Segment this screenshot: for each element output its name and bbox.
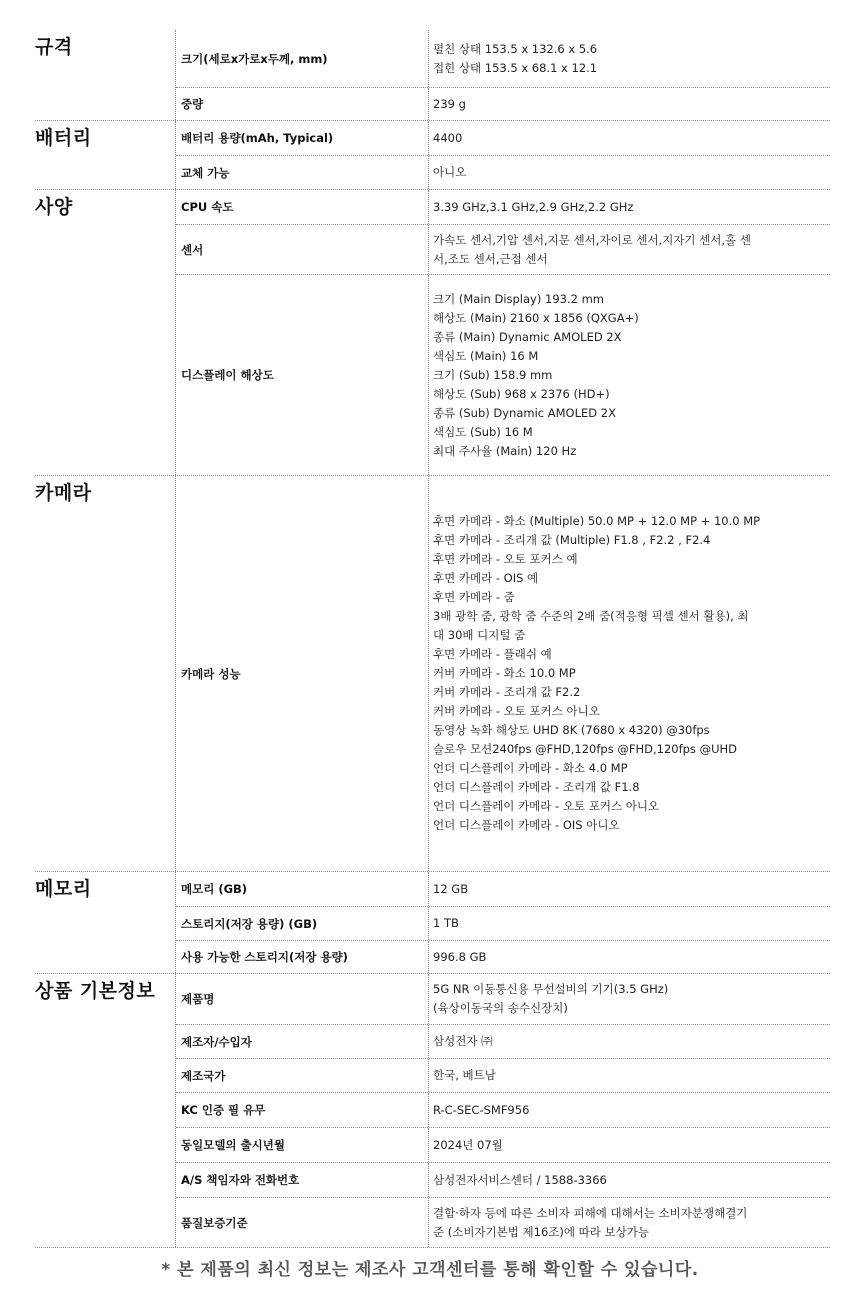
spec-value: 3.39 GHz,3.1 GHz,2.9 GHz,2.2 GHz <box>428 190 830 224</box>
section-rows <box>175 872 830 973</box>
spec-value: 5G NR 이동통신용 무선설비의 기기(3.5 GHz) (육상이동국의 송수신장치) <box>428 974 830 1024</box>
spec-row <box>176 30 830 87</box>
spec-row <box>176 1058 830 1092</box>
spec-row <box>176 274 830 475</box>
section-title: 사양 <box>35 196 73 218</box>
spec-label: KC 인증 필 유무 <box>181 1103 266 1117</box>
spec-value: 1 TB <box>428 907 830 940</box>
spec-value: 삼성전자서비스센터 / 1588-3366 <box>428 1163 830 1197</box>
section-title: 상품 기본정보 <box>35 980 156 1002</box>
section-rows <box>175 121 830 189</box>
spec-row <box>176 190 830 224</box>
spec-label: 동일모델의 출시년월 <box>181 1138 285 1152</box>
spec-value: R-C-SEC-SMF956 <box>428 1093 830 1127</box>
spec-label: 카메라 성능 <box>181 666 241 681</box>
section-title: 카메라 <box>35 482 92 504</box>
section-title: 배터리 <box>35 127 92 149</box>
spec-row <box>176 1092 830 1127</box>
section-memory <box>35 872 830 974</box>
spec-label: 크기(세로x가로x두께, mm) <box>181 51 328 66</box>
spec-value: 아니오 <box>428 156 830 189</box>
section-rows <box>175 476 830 871</box>
spec-row <box>176 940 830 973</box>
spec-value: 한국, 베트남 <box>428 1059 830 1092</box>
spec-label: 메모리 (GB) <box>181 882 248 896</box>
section-rows <box>175 190 830 475</box>
section-title: 규격 <box>35 36 73 58</box>
section-camera <box>35 476 830 872</box>
spec-value: 가속도 센서,기압 센서,지문 센서,자이로 센서,지자기 센서,홀 센 서,조도 센서,근접 센서 <box>428 225 830 274</box>
spec-table <box>35 30 830 1248</box>
spec-label: 제조국가 <box>181 1068 226 1083</box>
spec-label: 디스플레이 해상도 <box>181 368 274 382</box>
spec-value: 996.8 GB <box>428 941 830 973</box>
section-title: 메모리 <box>35 878 92 900</box>
spec-value: 결함·하자 등에 따른 소비자 피해에 대해서는 소비자분쟁해결기 준 (소비자기본법 제16조)에 따라 보상가능 <box>428 1198 830 1247</box>
spec-row <box>176 155 830 189</box>
spec-label: 스토리지(저장 용량) (GB) <box>181 916 318 931</box>
section-rows <box>175 974 830 1247</box>
spec-value: 크기 (Main Display) 193.2 mm 해상도 (Main) 2160 x 1856 (QXGA+) 종류 (Main) Dynamic AMOLED 2X 색심도 (Main) 16 M 크기 (Sub) 158.9 mm 해상도 (Sub) 968 x 2376 (HD+) 종류 (Sub) Dynamic AMOLED 2X 색심도 (Sub) 16 M 최대 주사율 (Main) 120 Hz <box>428 275 830 475</box>
spec-value: 삼성전자 ㈜ <box>428 1025 830 1058</box>
section-size <box>35 30 830 121</box>
spec-value: 후면 카메라 - 화소 (Multiple) 50.0 MP + 12.0 MP + 10.0 MP 후면 카메라 - 조리개 값 (Multiple) F1.8 , F2.2 , F2.4 후면 카메라 - 오토 포커스 예 후면 카메라 - OIS 예 후면 카메라 - 줌 3배 광학 줌, 광학 줌 수준의 2배 줌(적응형 픽셀 센서 활용), 최 대 30배 디지털 줌 후면 카메라 - 플래쉬 예 커버 카메라 - 화소 10.0 MP 커버 카메라 - 조리개 값 F2.2 커버 카메라 - 오토 포커스 아니오 동영상 녹화 해상도 UHD 8K (7680 x 4320) @30fps 슬로우 모션240fps @FHD,120fps @FHD,120fps @UHD 언더 디스플레이 카메라 - 화소 4.0 MP 언더 디스플레이 카메라 - 조리개 값 F1.8 언더 디스플레이 카메라 - 오토 포커스 아니오 언더 디스플레이 카메라 - OIS 아니오 <box>428 476 830 871</box>
spec-row <box>176 974 830 1024</box>
spec-row <box>176 872 830 906</box>
spec-label: 배터리 용량(mAh, Typical) <box>181 131 334 145</box>
spec-row <box>176 87 830 120</box>
spec-row <box>176 1127 830 1162</box>
section-battery <box>35 121 830 190</box>
spec-label: CPU 속도 <box>181 200 234 214</box>
spec-label: 제품명 <box>181 992 215 1006</box>
spec-value: 239 g <box>428 88 830 120</box>
spec-row <box>176 1197 830 1247</box>
spec-value: 펼친 상태 153.5 x 132.6 x 5.6 접힌 상태 153.5 x 68.1 x 12.1 <box>428 30 830 87</box>
spec-label: 중량 <box>181 97 204 111</box>
spec-row <box>176 224 830 274</box>
spec-label: 교체 가능 <box>181 165 230 180</box>
spec-label: 센서 <box>181 242 204 257</box>
spec-row <box>176 121 830 155</box>
spec-value: 4400 <box>428 121 830 155</box>
spec-label: 사용 가능한 스토리지(저장 용량) <box>181 950 348 964</box>
spec-row <box>176 1162 830 1197</box>
spec-row <box>176 1024 830 1058</box>
spec-value: 12 GB <box>428 872 830 906</box>
section-rows <box>175 30 830 120</box>
spec-label: 제조자/수입자 <box>181 1034 252 1049</box>
section-specs <box>35 190 830 476</box>
spec-row <box>176 476 830 871</box>
section-product-info <box>35 974 830 1248</box>
footer-notice: * 본 제품의 최신 정보는 제조사 고객센터를 통해 확인할 수 있습니다. <box>161 1260 699 1280</box>
spec-label: 품질보증기준 <box>181 1215 248 1230</box>
spec-label: A/S 책임자와 전화번호 <box>181 1173 300 1187</box>
spec-value: 2024년 07월 <box>428 1128 830 1162</box>
spec-row <box>176 906 830 940</box>
